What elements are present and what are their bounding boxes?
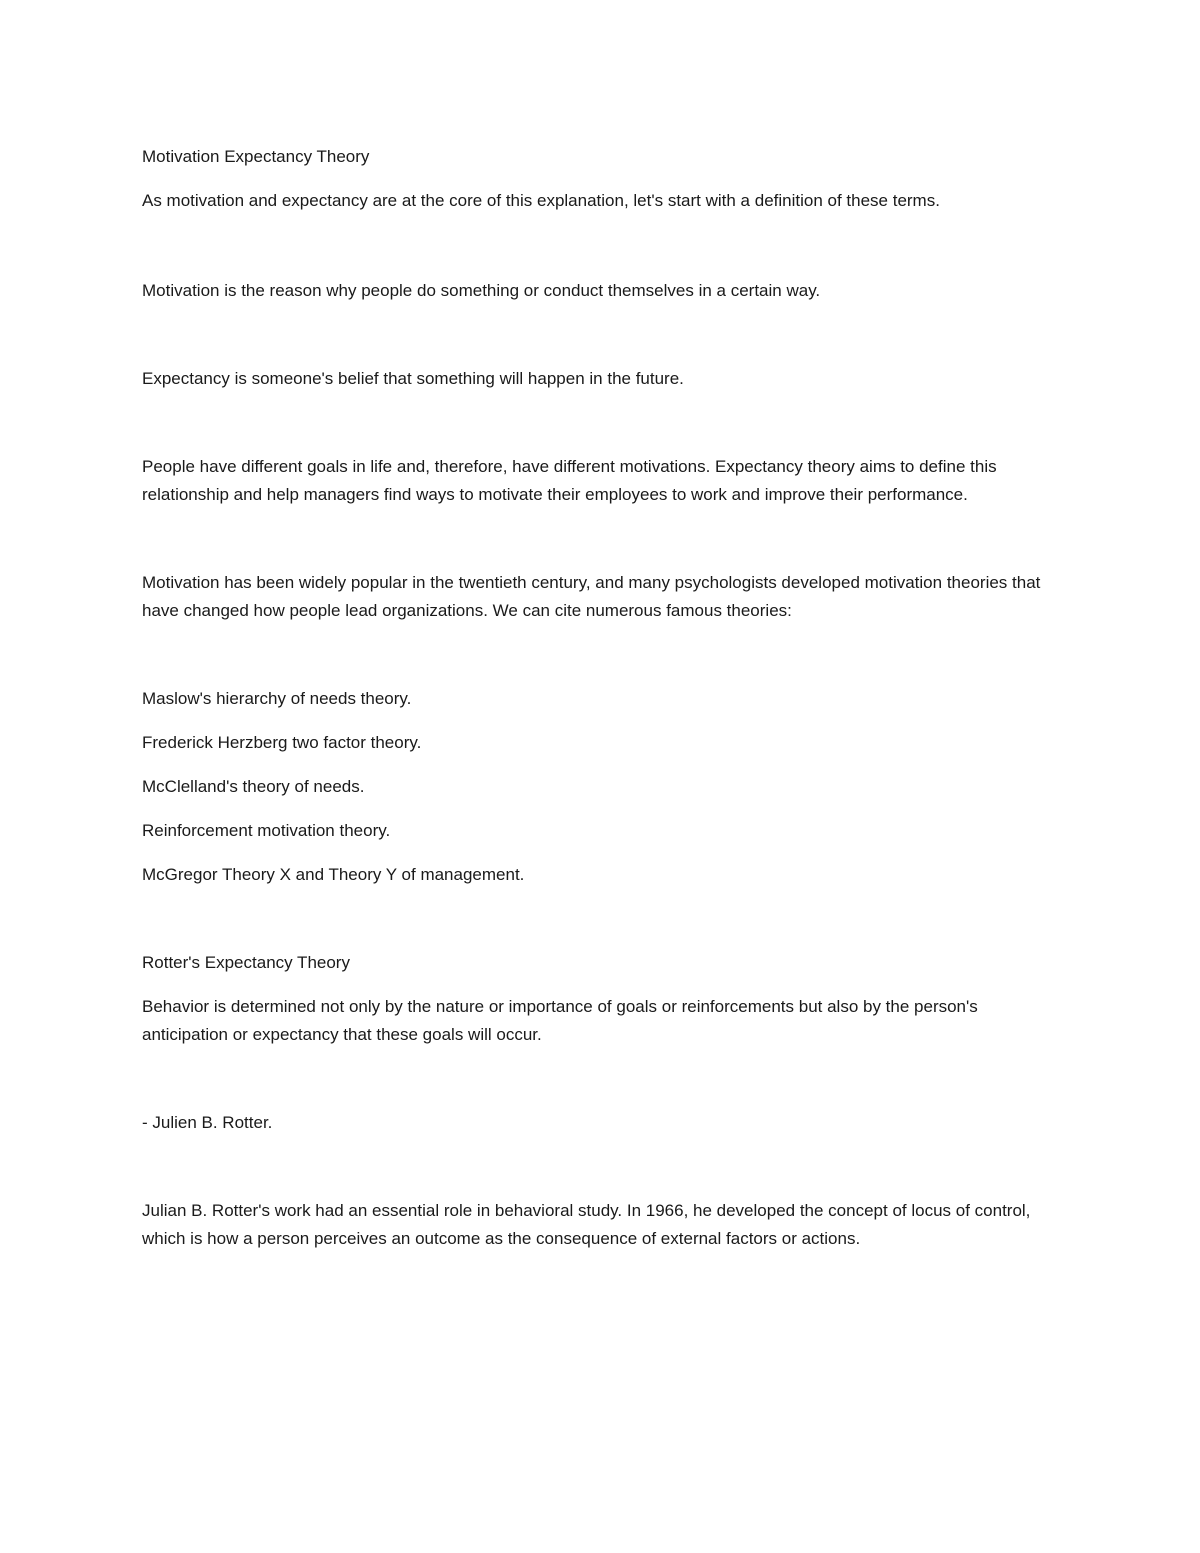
intro-paragraph: As motivation and expectancy are at the core of this explanation, let's start with a definition of these terms. (142, 191, 940, 210)
document-body (142, 143, 1062, 1253)
rotter-quote: Behavior is determined not only by the nature or importance of goals or reinforcements but also by the person's anticipation or expectancy that these goals will occur. (142, 997, 978, 1044)
goals-paragraph: People have different goals in life and, therefore, have different motivations. Expectancy theory aims to define this relationship and help managers find ways to motivate their employees to work and improve their performance. (142, 457, 997, 504)
rotter-heading: Rotter's Expectancy Theory (142, 953, 350, 972)
theory-item: McGregor Theory X and Theory Y of management. (142, 865, 525, 884)
theory-item: Maslow's hierarchy of needs theory. (142, 689, 412, 708)
theory-item: Frederick Herzberg two factor theory. (142, 733, 422, 752)
motivation-definition: Motivation is the reason why people do something or conduct themselves in a certain way. (142, 281, 821, 300)
document-title: Motivation Expectancy Theory (142, 147, 370, 166)
theory-item: McClelland's theory of needs. (142, 777, 365, 796)
rotter-paragraph: Julian B. Rotter's work had an essential role in behavioral study. In 1966, he developed the concept of locus of control, which is how a person perceives an outcome as the consequence of external factors or actions. (142, 1201, 1031, 1248)
rotter-attribution: - Julien B. Rotter. (142, 1113, 273, 1132)
popular-paragraph: Motivation has been widely popular in the twentieth century, and many psychologists developed motivation theories that have changed how people lead organizations. We can cite numerous famous theories: (142, 573, 1041, 620)
theory-item: Reinforcement motivation theory. (142, 821, 391, 840)
expectancy-definition: Expectancy is someone's belief that something will happen in the future. (142, 369, 684, 388)
